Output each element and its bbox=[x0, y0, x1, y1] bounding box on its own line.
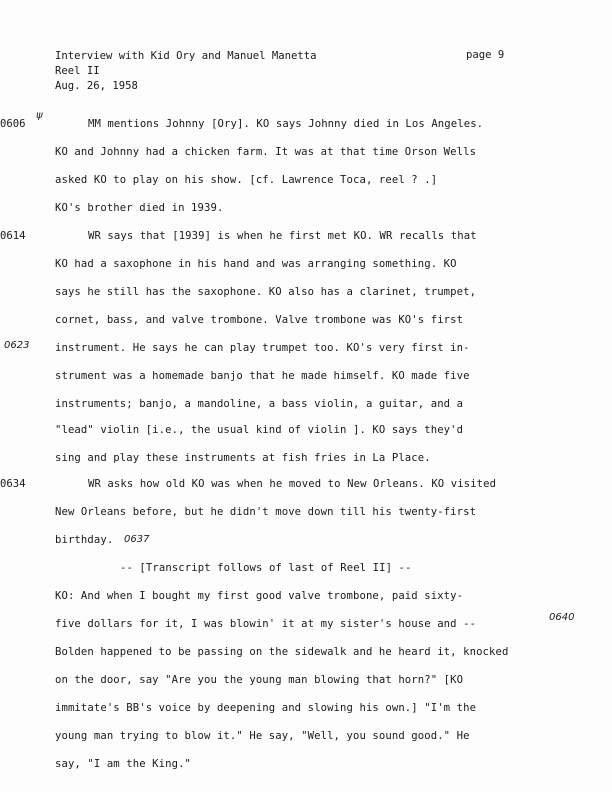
header-date: Aug. 26, 1958 bbox=[55, 80, 138, 92]
body-line: say, "I am the King." bbox=[55, 758, 192, 770]
page-number: page 9 bbox=[466, 49, 505, 61]
margin-handwritten-timecode: 0640 bbox=[549, 612, 575, 623]
body-line: asked KO to play on his show. [cf. Lawrence Toca, reel ? .] bbox=[55, 174, 438, 186]
body-line: MM mentions Johnny [Ory]. KO says Johnny died in Los Angeles. bbox=[88, 118, 484, 130]
body-line: strument was a homemade banjo that he made himself. KO made five bbox=[55, 370, 470, 382]
body-line: Bolden happened to be passing on the sidewalk and he heard it, knocked bbox=[55, 646, 509, 658]
body-line: says he still has the saxophone. KO also has a clarinet, trumpet, bbox=[55, 286, 477, 298]
margin-timecode: 0606 bbox=[0, 118, 26, 130]
body-line: immitate's BB's voice by deepening and slowing his own.] "I'm the bbox=[55, 702, 477, 714]
margin-handwritten-timecode: 0623 bbox=[4, 340, 30, 351]
body-line: WR asks how old KO was when he moved to New Orleans. KO visited bbox=[88, 478, 497, 490]
body-line: KO and Johnny had a chicken farm. It was at that time Orson Wells bbox=[55, 146, 477, 158]
header-reel: Reel II bbox=[55, 65, 100, 77]
body-line: instrument. He says he can play trumpet too. KO's very first in- bbox=[55, 342, 470, 354]
body-line: New Orleans before, but he didn't move down till his twenty-first bbox=[55, 506, 477, 518]
margin-timecode: 0614 bbox=[0, 230, 26, 242]
section-divider-line: -- [Transcript follows of last of Reel II] -- bbox=[120, 562, 412, 574]
body-line: young man trying to blow it." He say, "Well, you sound good." He bbox=[55, 730, 470, 742]
body-line: KO: And when I bought my first good valve trombone, paid sixty- bbox=[55, 590, 464, 602]
body-line: five dollars for it, I was blowin' it at my sister's house and -- bbox=[55, 618, 477, 630]
body-line: sing and play these instruments at fish fries in La Place. bbox=[55, 452, 431, 464]
inline-handwritten-timecode: 0637 bbox=[124, 534, 150, 545]
margin-handwritten-mark: ψ bbox=[36, 110, 43, 121]
body-line: "lead" violin [i.e., the usual kind of violin ]. KO says they'd bbox=[55, 424, 464, 436]
body-line: KO had a saxophone in his hand and was arranging something. KO bbox=[55, 258, 457, 270]
body-line: WR says that [1939] is when he first met KO. WR recalls that bbox=[88, 230, 477, 242]
body-line: on the door, say "Are you the young man blowing that horn?" [KO bbox=[55, 674, 464, 686]
body-line: KO's brother died in 1939. bbox=[55, 202, 224, 214]
body-line: instruments; banjo, a mandoline, a bass violin, a guitar, and a bbox=[55, 398, 464, 410]
body-line: birthday. bbox=[55, 534, 114, 546]
body-line: cornet, bass, and valve trombone. Valve trombone was KO's first bbox=[55, 314, 464, 326]
margin-timecode: 0634 bbox=[0, 478, 26, 490]
header-title: Interview with Kid Ory and Manuel Manetta bbox=[55, 50, 317, 62]
